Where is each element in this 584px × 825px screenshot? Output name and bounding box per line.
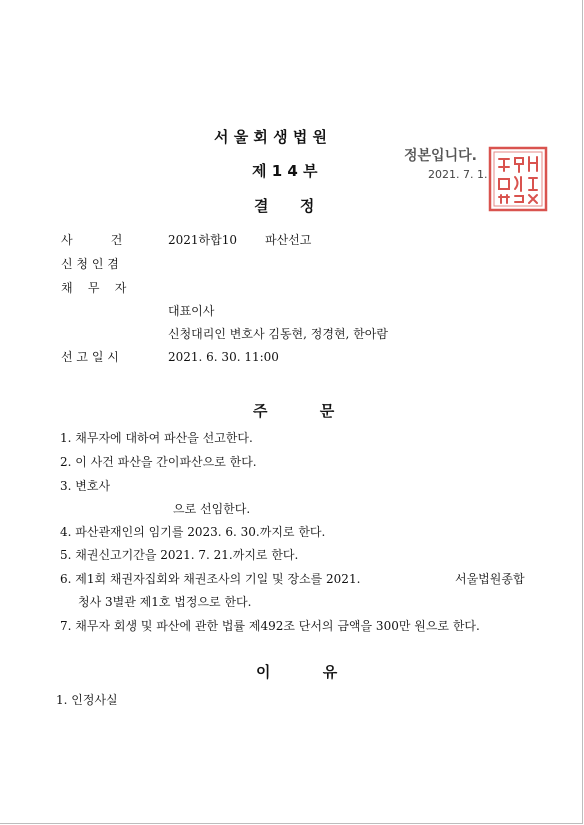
- order-item: 2. 이 사건 파산을 간이파산으로 한다.: [60, 455, 257, 469]
- division-name: 제 1 4 부: [252, 162, 318, 180]
- case-label: 사 건: [61, 233, 123, 247]
- certification-text: 정본입니다.: [404, 148, 477, 164]
- reason-title: 이 유: [256, 663, 338, 681]
- pronounce-label: 선 고 일 시: [61, 350, 119, 364]
- order-item: 6. 제1회 채권자집회와 채권조사의 기일 및 장소를 2021.: [60, 572, 361, 586]
- order-item-continuation: 으로 선임한다.: [173, 502, 251, 516]
- case-name: 파산선고: [265, 233, 312, 247]
- document-type: 결 정: [254, 197, 315, 215]
- order-item: 7. 채무자 회생 및 파산에 관한 법률 제492조 단서의 금액을 300만 원으로 한다.: [60, 619, 480, 633]
- order-item-continuation: 청사 3별관 제1호 법정으로 한다.: [78, 595, 252, 609]
- pronounce-date: 2021. 6. 30. 11:00: [168, 350, 279, 364]
- case-number: 2021하합10: [168, 233, 237, 247]
- order-title: 주 문: [253, 402, 335, 420]
- order-item: 3. 변호사: [60, 479, 111, 493]
- order-item: 1. 채무자에 대하여 파산을 선고한다.: [60, 431, 253, 445]
- representative-label: 대표이사: [168, 304, 215, 318]
- debtor-label: 채 무 자: [61, 281, 127, 295]
- certification-date: 2021. 7. 1.: [428, 168, 488, 181]
- applicant-label: 신 청 인 겸: [61, 257, 119, 271]
- order-item: 4. 파산관재인의 임기를 2023. 6. 30.까지로 한다.: [60, 525, 326, 539]
- order-item-location: 서울법원종합: [455, 572, 525, 586]
- order-item: 5. 채권신고기간을 2021. 7. 21.까지로 한다.: [60, 548, 299, 562]
- court-name: 서 울 회 생 법 원: [214, 128, 328, 146]
- reason-item: 1. 인정사실: [56, 693, 118, 707]
- court-seal-icon: [487, 145, 549, 213]
- agents-line: 신청대리인 변호사 김동현, 정경현, 한아람: [168, 327, 388, 341]
